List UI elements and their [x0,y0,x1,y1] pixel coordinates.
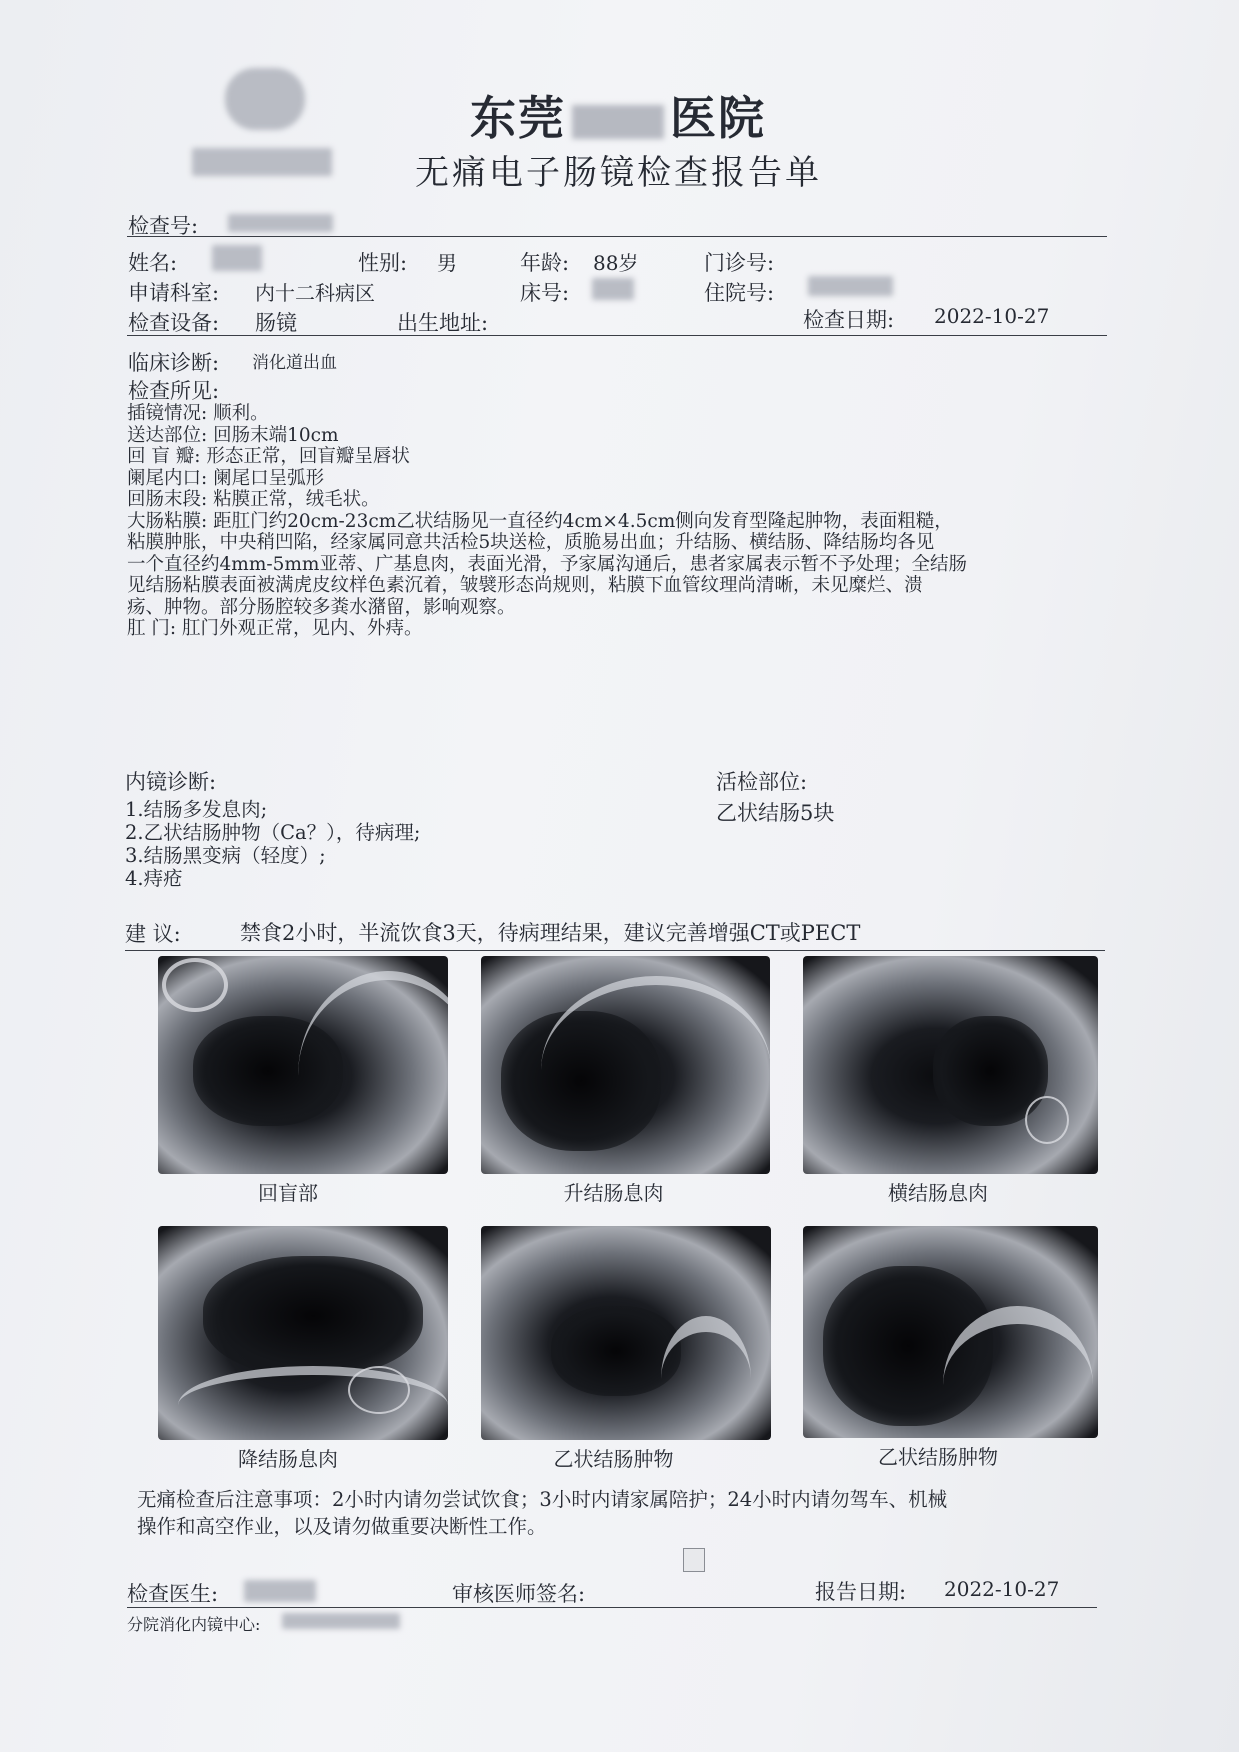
device-label: 检查设备: [128,311,220,335]
endoscopy-image [481,1226,771,1440]
center-blurred [282,1613,400,1629]
hospital-suffix: 医院 [670,91,766,145]
report-title: 无痛电子肠镜检查报告单 [415,153,822,193]
findings-line: 粘膜肿胀，中央稍凹陷，经家属同意共活检5块送检，质脆易出血；升结肠、横结肠、降结肠均各见 [127,532,935,553]
image-caption: 乙状结肠肿物 [553,1447,674,1471]
center-label: 分院消化内镜中心: [127,1615,261,1634]
divider [127,1607,1097,1608]
birthplace-label: 出生地址: [397,311,489,335]
dept-value: 内十二科病区 [255,281,375,305]
age-label: 年龄: [520,251,570,275]
age-value: 88岁 [593,251,639,275]
biopsy-label: 活检部位: [716,770,808,794]
exam-date-value: 2022-10-27 [934,304,1050,328]
hospital-logo-blurred [225,68,305,130]
endoscopy-image [158,1226,448,1440]
inpatient-blurred [808,276,893,296]
exam-date-label: 检查日期: [803,308,895,332]
dept-label: 申请科室: [128,281,220,305]
advice-label: 建 议: [125,922,181,946]
image-caption: 横结肠息肉 [888,1181,988,1205]
report-date-label: 报告日期: [815,1580,907,1604]
hospital-name-blurred [192,148,332,176]
hospital-title [470,82,766,148]
image-caption: 回盲部 [258,1181,318,1205]
notice-line: 无痛检查后注意事项：2小时内请勿尝试饮食；3小时内请家属陪护；24小时内请勿驾车、机械 [137,1488,948,1511]
doctor-label: 检查医生: [127,1582,219,1606]
diagnosis-item: 2.乙状结肠肿物（Ca？），待病理; [125,821,421,844]
bed-blurred [592,278,634,300]
divider [127,236,1107,237]
findings-line: 一个直径约4mm-5mm亚蒂、广基息肉，表面光滑，予家属沟通后，患者家属表示暂不予处理；全结肠 [127,553,967,575]
findings-line: 阑尾内口: 阑尾口呈弧形 [127,467,325,489]
inpatient-label: 住院号: [704,281,775,305]
endoscopy-image [158,956,448,1174]
redacted-block [572,105,664,139]
findings-line: 见结肠粘膜表面被满虎皮纹样色素沉着，皱襞形态尚规则，粘膜下血管纹理尚清晰，未见糜烂、溃 [127,575,923,596]
image-caption: 升结肠息肉 [563,1181,664,1205]
clinical-label: 临床诊断: [128,351,220,375]
findings-line: 送达部位: 回肠末端10cm [127,424,339,446]
endoscopy-image [481,956,770,1174]
diagnosis-item: 1.结肠多发息肉; [125,798,268,821]
endoscopy-image [803,956,1098,1174]
diagnosis-label: 内镜诊断: [125,770,217,794]
notice-line: 操作和高空作业，以及请勿做重要决断性工作。 [137,1515,547,1538]
divider [127,335,1107,336]
post-exam-notice [137,1486,1127,1540]
report-date-value: 2022-10-27 [944,1577,1060,1601]
reviewer-label: 审核医师签名: [452,1582,586,1606]
findings-line: 肛 门: 肛门外观正常，见内、外痔。 [127,618,423,639]
diagnosis-list [125,798,420,890]
name-label: 姓名: [128,251,178,275]
device-value: 肠镜 [255,311,297,335]
image-caption: 乙状结肠肿物 [878,1445,998,1469]
divider [125,950,1105,951]
exam-no-blurred [228,214,333,232]
bed-label: 床号: [520,281,570,305]
diagnosis-item: 3.结肠黑变病（轻度）; [125,844,326,867]
findings-line: 大肠粘膜: 距肛门约20cm-23cm乙状结肠见一直径约4cm×4.5cm侧向发育型隆起肿物，表面粗糙， [127,510,953,532]
name-blurred [212,245,262,271]
exam-no-label: 检查号: [128,214,199,238]
image-caption: 降结肠息肉 [238,1447,338,1471]
endoscopy-image [803,1226,1098,1438]
advice-value: 禁食2小时，半流饮食3天，待病理结果，建议完善增强CT或PECT [240,921,861,945]
findings-line: 疡、肿物。部分肠腔较多粪水潴留，影响观察。 [127,596,516,618]
findings-line: 回 盲 瓣: 形态正常，回盲瓣呈唇状 [127,446,410,467]
hospital-prefix: 东莞 [470,91,566,145]
diagnosis-item: 4.痔疮 [125,867,183,890]
findings-label: 检查所见: [128,379,220,403]
broken-image-icon [683,1548,705,1572]
doctor-blurred [244,1580,316,1602]
outpatient-label: 门诊号: [704,251,775,275]
gender-value: 男 [437,251,457,275]
findings-line: 插镜情况: 顺利。 [127,403,269,424]
biopsy-value: 乙状结肠5块 [716,801,835,825]
clinical-value: 消化道出血 [252,353,337,373]
gender-label: 性别: [358,251,408,275]
findings-line: 回肠末段: 粘膜正常，绒毛状。 [127,489,380,510]
findings-block [127,403,1117,640]
